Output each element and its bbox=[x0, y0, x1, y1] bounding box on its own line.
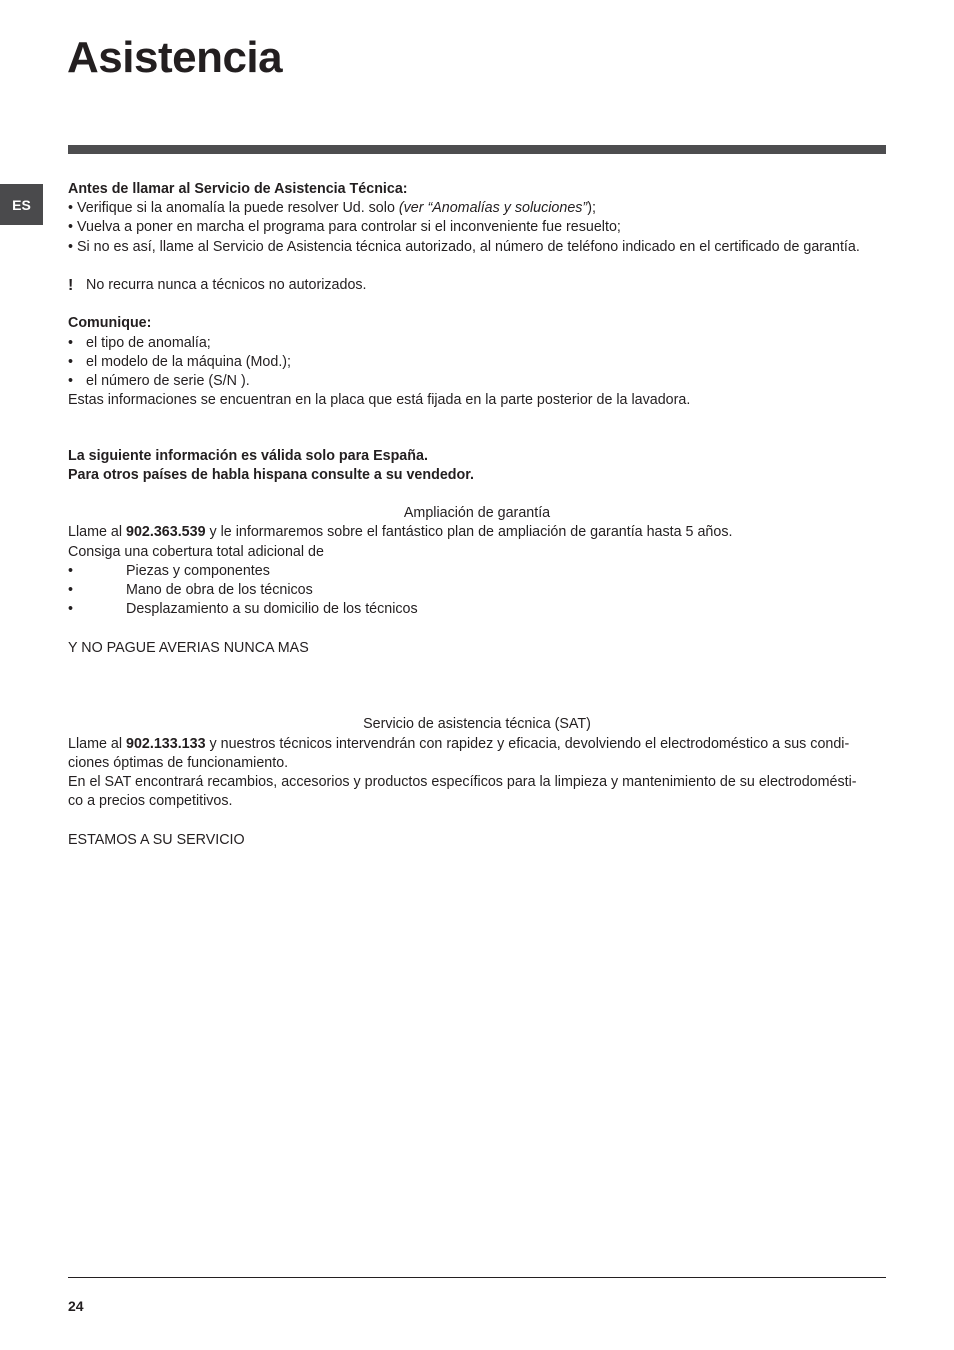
page-number: 24 bbox=[68, 1298, 84, 1314]
warranty-heading: Ampliación de garantía bbox=[403, 505, 551, 522]
list-item: • Verifique si la anomalía la puede resolver Ud. solo (ver “Anomalías y soluciones”); bbox=[68, 200, 596, 217]
sat-call: Llame al 902.133.133 y nuestros técnicos intervendrán con rapidez y eficacia, devolviendo el electrodoméstico a sus condi- bbox=[68, 735, 850, 752]
sat-parts-line1: En el SAT encontrará recambios, accesorios y productos específicos para la limpieza y mantenimiento de su electrodomésti- bbox=[68, 773, 857, 790]
plate-info: Estas informaciones se encuentran en la placa que está fijada en la parte posterior de la lavadora. bbox=[68, 392, 691, 409]
warning-text: No recurra nunca a técnicos no autorizados. bbox=[86, 277, 367, 293]
communicate-heading: Comunique: bbox=[68, 315, 152, 332]
before-call-heading: Antes de llamar al Servicio de Asistencia Técnica: bbox=[68, 181, 408, 197]
other-countries-line: Para otros países de habla hispana consulte a su vendedor. bbox=[68, 466, 475, 483]
list-item: • Piezas y componentes bbox=[68, 562, 886, 581]
bullet-icon: • bbox=[68, 353, 74, 370]
list-item: • el número de serie (S/N ). bbox=[68, 372, 886, 391]
sat-parts-line2: co a precios competitivos. bbox=[68, 793, 233, 810]
sat-phone: 902.133.133 bbox=[126, 735, 206, 752]
warning-note bbox=[68, 276, 886, 295]
language-tab: ES bbox=[0, 184, 43, 225]
bullet-icon: • bbox=[68, 219, 74, 236]
coverage-intro: Consiga una cobertura total adicional de bbox=[68, 543, 324, 560]
main-content bbox=[68, 180, 886, 850]
sat-call-line2: ciones óptimas de funcionamiento. bbox=[68, 754, 289, 771]
bullet-icon: • bbox=[68, 373, 74, 389]
list-item: • el modelo de la máquina (Mod.); bbox=[68, 353, 886, 372]
exclamation-icon: ! bbox=[68, 277, 74, 294]
sat-heading: Servicio de asistencia técnica (SAT) bbox=[363, 716, 591, 733]
bullet-icon: • bbox=[68, 562, 74, 579]
list-item: • el tipo de anomalía; bbox=[68, 334, 886, 353]
warranty-phone: 902.363.539 bbox=[126, 524, 206, 541]
bullet-icon: • bbox=[68, 238, 74, 255]
bullet-icon: • bbox=[68, 601, 74, 618]
list-item: • Si no es así, llame al Servicio de Asistencia técnica autorizado, al número de teléfono indicado en el certificado de garantía. bbox=[68, 238, 860, 255]
bullet-icon: • bbox=[68, 334, 74, 351]
header-rule bbox=[68, 145, 886, 154]
bullet-icon: • bbox=[68, 200, 74, 217]
warranty-call: Llame al 902.363.539 y le informaremos sobre el fantástico plan de ampliación de garantía hasta 5 años. bbox=[68, 524, 733, 541]
page-title: Asistencia bbox=[67, 33, 283, 82]
sat-closing: ESTAMOS A SU SERVICIO bbox=[68, 831, 245, 848]
list-item: • Desplazamiento a su domicilio de los técnicos bbox=[68, 600, 886, 619]
warranty-closing: Y NO PAGUE AVERIAS NUNCA MAS bbox=[68, 639, 309, 656]
footer-rule bbox=[68, 1277, 886, 1278]
list-item: • Vuelva a poner en marcha el programa para controlar si el inconveniente fue resuelto; bbox=[68, 219, 621, 236]
list-item: • Mano de obra de los técnicos bbox=[68, 581, 886, 600]
bullet-icon: • bbox=[68, 582, 74, 598]
spain-info-line: La siguiente información es válida solo para España. bbox=[68, 447, 428, 464]
